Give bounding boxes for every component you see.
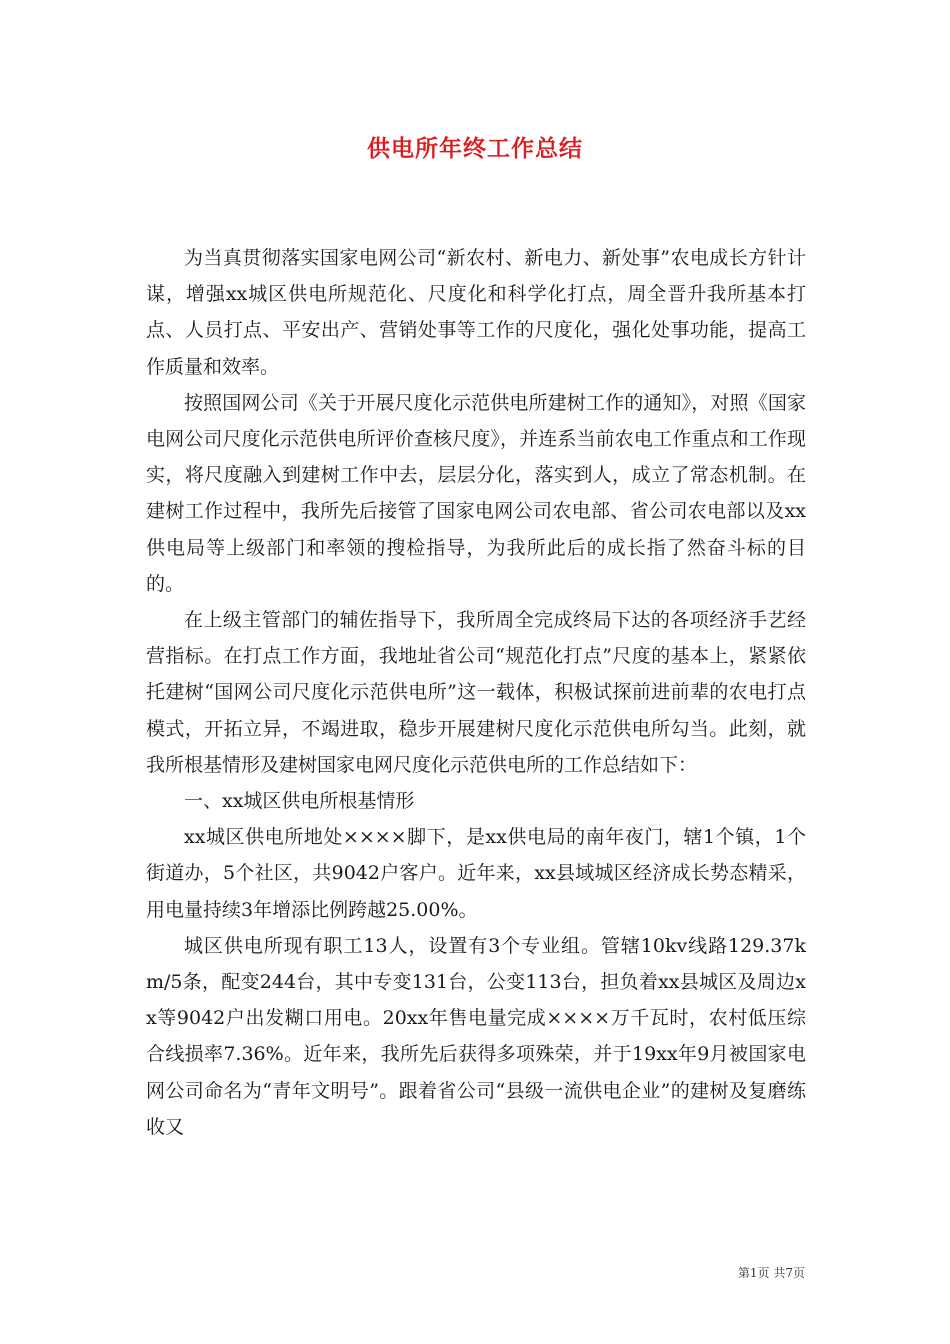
document-title: 供电所年终工作总结 xyxy=(367,135,583,162)
footer-middle: 页 共 xyxy=(757,1266,786,1280)
paragraph-guidance: 在上级主管部门的辅佐指导下，我所周全完成终局下达的各项经济手艺经营指标。在打点工作方面，我地址省公司“规范化打点”尺度的基本上，紧紧依托建树“国网公司尺度化示范供电所”这一载体，积极试探前进前辈的农电打点模式，开拓立异，不竭进取，稳步开展建树尺度化示范供电所勾当。此刻，就我所根基情形及建树国家电网尺度化示范供电所的工作总结如下： xyxy=(146,609,806,776)
document-body xyxy=(146,240,806,1145)
paragraph-intro: 为当真贯彻落实国家电网公司“新农村、新电力、新处事”农电成长方针计谋，增强xx城区供电所规范化、尺度化和科学化打点，周全晋升我所基本打点、人员打点、平安出产、营销处事等工作的尺度化，强化处事功能，提高工作质量和效率。 xyxy=(146,247,806,378)
footer-current-page: 1 xyxy=(749,1266,758,1280)
paragraph-notice: 按照国网公司《关于开展尺度化示范供电所建树工作的通知》，对照《国家电网公司尺度化示范供电所评价查核尺度》，并连系当前农电工作重点和工作现实，将尺度融入到建树工作中去，层层分化，落实到人，成立了常态机制。在建树工作过程中，我所先后接管了国家电网公司农电部、省公司农电部以及xx供电局等上级部门和率领的搜检指导，为我所此后的成长指了然奋斗标的目的。 xyxy=(146,391,806,595)
footer-prefix: 第 xyxy=(737,1266,750,1280)
paragraph-staff: 城区供电所现有职工13人，设置有3个专业组。管辖10kv线路129.37km/5条，配变244台，其中专变131台，公变113台，担负着xx县城区及周边xx等9042户出发糊口用电。20xx年售电量完成××××万千瓦时，农村低压综合线损率7.36%。近年来，我所先后获得多项殊荣，并于19xx年9月被国家电网公司命名为“青年文明号”。跟着省公司“县级一流供电企业”的建树及复磨练收又 xyxy=(146,934,806,1138)
footer-total-pages: 7 xyxy=(785,1266,793,1280)
footer-suffix: 页 xyxy=(792,1266,805,1280)
section-heading-basic-situation: 一、xx城区供电所根基情形 xyxy=(184,790,415,813)
paragraph-location: xx城区供电所地处××××脚下，是xx供电局的南年夜门，辖1个镇，1个街道办，5个社区，共9042户客户。近年来，xx县域城区经济成长势态精采，用电量持续3年增添比例跨越25.00%。 xyxy=(146,826,806,921)
page-number-footer xyxy=(738,1264,805,1281)
